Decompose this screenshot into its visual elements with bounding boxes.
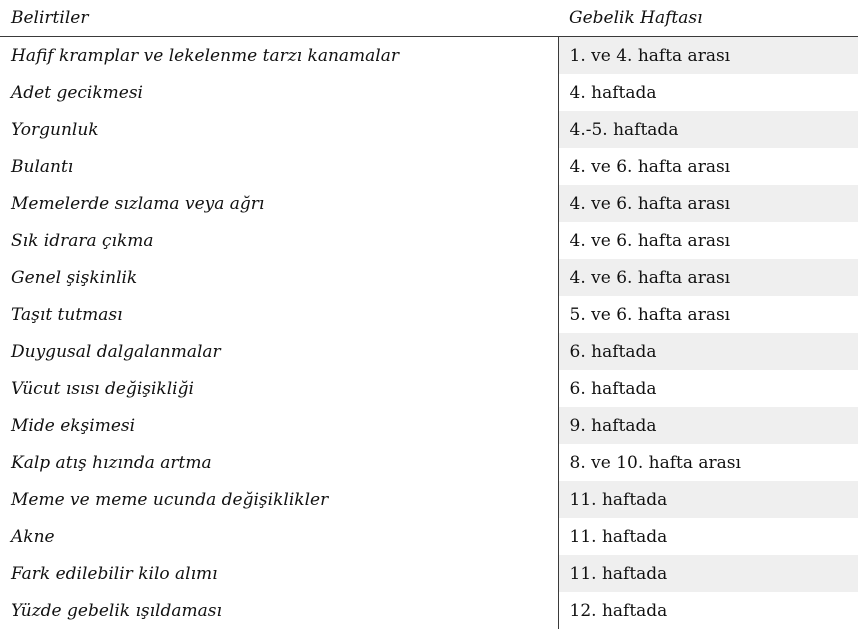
symptom-cell: Memelerde sızlama veya ağrı [11, 193, 265, 214]
week-cell: 6. haftada [558, 370, 858, 407]
table-row [0, 259, 858, 296]
table-row [0, 555, 858, 592]
symptom-cell: Genel şişkinlik [11, 267, 138, 288]
table-row [0, 592, 858, 629]
table-row [0, 518, 858, 555]
week-cell: 8. ve 10. hafta arası [558, 444, 858, 481]
symptom-cell: Sık idrara çıkma [11, 230, 154, 251]
table-row [0, 370, 858, 407]
week-cell: 4. ve 6. hafta arası [558, 222, 858, 259]
week-cell: 4. ve 6. hafta arası [558, 148, 858, 185]
symptom-cell: Hafif kramplar ve lekelenme tarzı kanamalar [11, 45, 399, 66]
week-cell: 11. haftada [558, 555, 858, 592]
week-cell: 1. ve 4. hafta arası [558, 37, 858, 75]
week-cell: 12. haftada [558, 592, 858, 629]
symptom-cell: Fark edilebilir kilo alımı [11, 563, 218, 584]
symptom-cell: Kalp atış hızında artma [11, 452, 212, 473]
table-row [0, 148, 858, 185]
week-cell: 5. ve 6. hafta arası [558, 296, 858, 333]
week-cell: 6. haftada [558, 333, 858, 370]
table-row [0, 185, 858, 222]
header-symptoms: Belirtiler [0, 0, 558, 37]
header-row [0, 0, 858, 37]
symptom-cell: Taşıt tutması [11, 304, 123, 325]
symptom-cell: Bulantı [11, 156, 74, 177]
symptom-cell: Meme ve meme ucunda değişiklikler [11, 489, 329, 510]
week-cell: 9. haftada [558, 407, 858, 444]
symptom-cell: Vücut ısısı değişikliği [11, 378, 194, 399]
week-cell: 4.-5. haftada [558, 111, 858, 148]
week-cell: 4. ve 6. hafta arası [558, 259, 858, 296]
week-cell: 11. haftada [558, 518, 858, 555]
table-row [0, 444, 858, 481]
table-body [0, 37, 858, 630]
symptom-cell: Akne [11, 526, 55, 547]
table-row [0, 222, 858, 259]
table-row [0, 37, 858, 75]
symptom-cell: Duygusal dalgalanmalar [11, 341, 221, 362]
week-cell: 11. haftada [558, 481, 858, 518]
table-row [0, 74, 858, 111]
table-row [0, 407, 858, 444]
table-row [0, 481, 858, 518]
week-cell: 4. ve 6. hafta arası [558, 185, 858, 222]
header-pregnancy-week: Gebelik Haftası [558, 0, 858, 37]
week-cell: 4. haftada [558, 74, 858, 111]
symptom-cell: Mide ekşimesi [11, 415, 136, 436]
symptom-cell: Yüzde gebelik ışıldaması [11, 600, 222, 621]
symptom-cell: Yorgunluk [11, 119, 99, 140]
symptom-cell: Adet gecikmesi [11, 82, 143, 103]
table-row [0, 296, 858, 333]
table-row [0, 333, 858, 370]
table-row [0, 111, 858, 148]
